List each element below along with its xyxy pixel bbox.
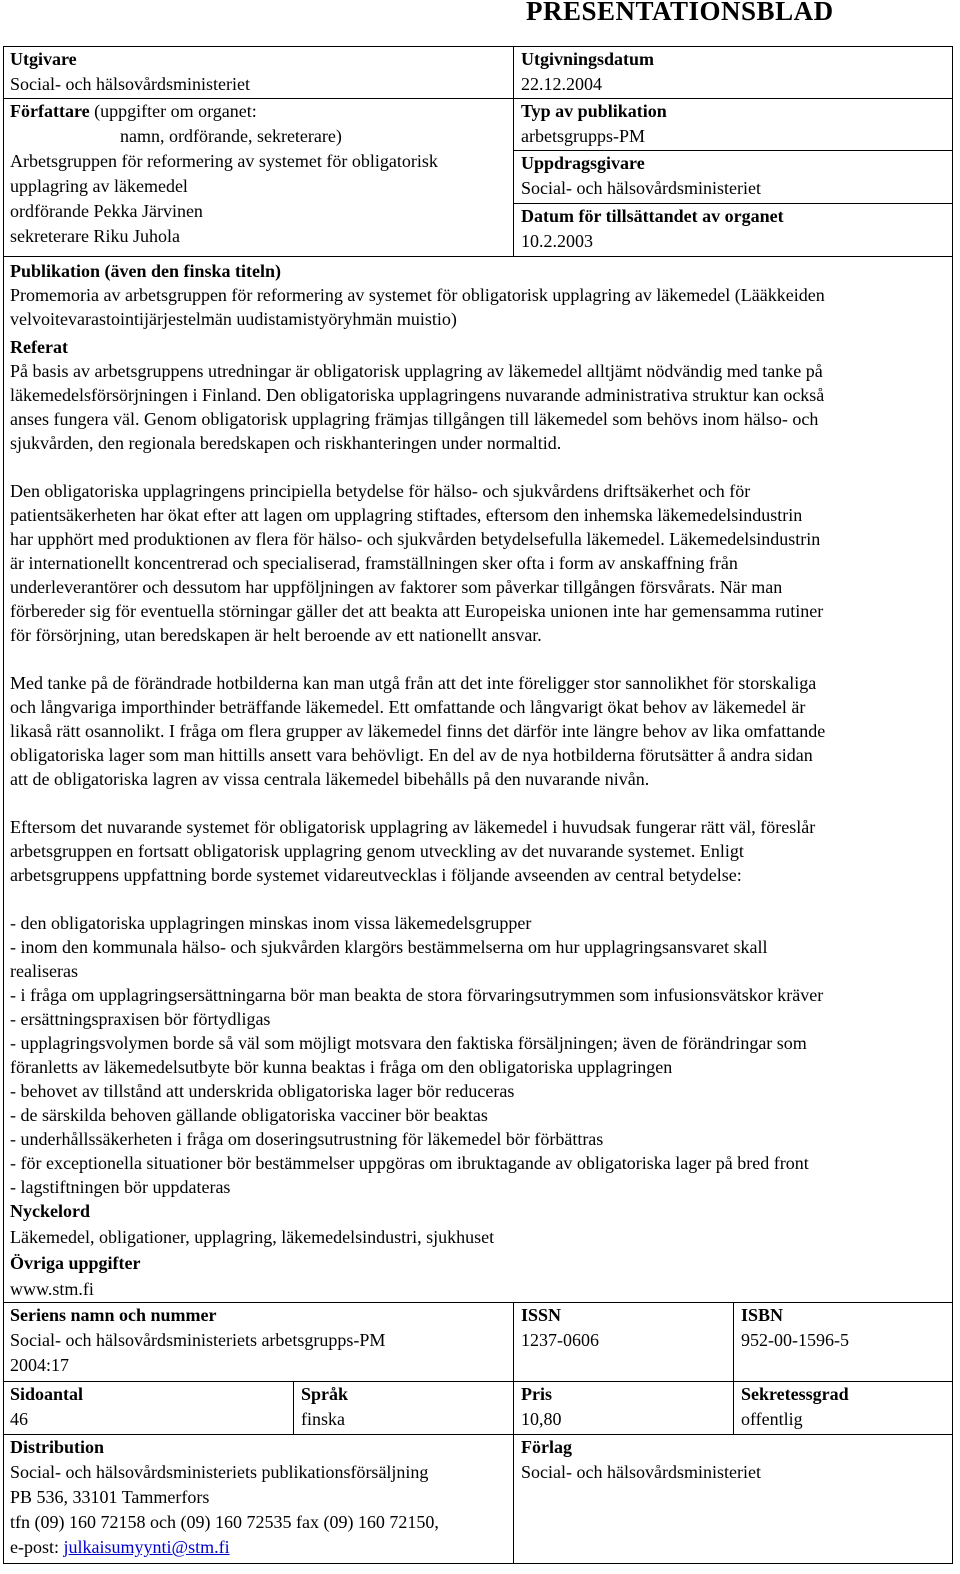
referat-list-item: - underhållssäkerheten i fråga om doseringsutrustning för läkemedel bör förbättras — [10, 1129, 604, 1149]
main-body — [3, 259, 953, 1299]
uppdragsgivare-value: Social- och hälsovårdsministeriet — [521, 178, 761, 198]
sekretess-value: offentlig — [741, 1409, 803, 1429]
utgivningsdatum-label: Utgivningsdatum — [521, 49, 655, 69]
tillsattande-cell — [513, 204, 953, 257]
sprak-cell — [293, 1382, 513, 1435]
referat-p3-line: likaså rätt osannolikt. I fråga om flera grupper av läkemedel finns det därför inte längre behov av lika omfattande — [10, 721, 826, 741]
referat-list-item: - ersättningspraxisen bör förtydligas — [10, 1009, 271, 1029]
tillsattande-value: 10.2.2003 — [521, 231, 593, 251]
referat-p4-line: Eftersom det nuvarande systemet för obligatorisk upplagring av läkemedel i huvudsak fungerar rätt väl, föreslår — [10, 817, 816, 837]
distribution-email-line — [10, 1535, 513, 1560]
isbn-cell — [733, 1302, 953, 1382]
forfattare-line-3: ordförande Pekka Järvinen — [10, 201, 203, 221]
isbn-value: 952-00-1596-5 — [741, 1330, 849, 1350]
referat-p3-line: och långvariga importhinder beträffande läkemedel. Ett omfattande och långvarigt ökat behov av läkemedel är — [10, 697, 806, 717]
serie-line-1: Social- och hälsovårdsministeriets arbetsgrupps-PM — [10, 1330, 386, 1350]
pris-cell — [513, 1382, 733, 1435]
uppdragsgivare-cell — [513, 151, 953, 204]
referat-list-item: realiseras — [10, 961, 78, 981]
forfattare-line-4: sekreterare Riku Juhola — [10, 226, 180, 246]
referat-p2-line: patientsäkerheten har ökat efter att lagen om upplagring stiftades, eftersom den inhemska läkemedelsindustrin — [10, 505, 803, 525]
publikation-line-2: velvoitevarastointijärjestelmän uudistamistyöryhmän muistio) — [10, 309, 457, 329]
referat-p2-line: underleverantörer och dessutom har uppföljningen av faktorer som påverkar tillgången försvårats. När man — [10, 577, 783, 597]
referat-p4-line: arbetsgruppen en fortsatt obligatorisk upplagring genom utveckling av det nuvarande systemet. Enligt — [10, 841, 744, 861]
referat-p2-line: har upphört med produktionen av flera för hälso- och sjukvården betydelsefulla läkemedel. Läkemedelsindustrin — [10, 529, 821, 549]
email-link[interactable]: julkaisumyynti@stm.fi — [63, 1537, 230, 1557]
serie-cell — [3, 1302, 513, 1382]
utgivare-value: Social- och hälsovårdsministeriet — [10, 74, 250, 94]
sidoantal-label: Sidoantal — [10, 1384, 84, 1404]
referat-p3-line: Med tanke på de förändrade hotbilderna kan man utgå från att det inte föreligger stor sannolikhet för storskaliga — [10, 673, 817, 693]
distribution-cell — [3, 1435, 513, 1563]
forfattare-label: Författare — [10, 101, 90, 121]
referat-p1-line: läkemedelsförsörjningen i Finland. Den obligatoriska upplagringens nuvarande administrativa struktur kan också — [10, 385, 825, 405]
referat-list-item: - upplagringsvolymen borde så väl som möjligt motsvara den faktiska försäljningen; även de förändringar som — [10, 1033, 807, 1053]
distribution-line-1: Social- och hälsovårdsministeriets publikationsförsäljning — [10, 1462, 429, 1482]
forlag-value: Social- och hälsovårdsministeriet — [521, 1462, 761, 1482]
forfattare-line-2: upplagring av läkemedel — [10, 176, 188, 196]
sidoantal-cell — [3, 1382, 293, 1435]
ovriga-value: www.stm.fi — [10, 1279, 94, 1299]
sidoantal-value: 46 — [10, 1409, 28, 1429]
utgivningsdatum-value: 22.12.2004 — [521, 74, 602, 94]
distribution-label: Distribution — [10, 1437, 105, 1457]
forlag-label: Förlag — [521, 1437, 572, 1457]
referat-list-item: - lagstiftningen bör uppdateras — [10, 1177, 231, 1197]
uppdragsgivare-label: Uppdragsgivare — [521, 153, 645, 173]
referat-p4-line: arbetsgruppens uppfattning borde systemet vidareutvecklas i följande avseenden av central betydelse: — [10, 865, 742, 885]
email-prefix: e-post: — [10, 1537, 64, 1557]
publikation-label: Publikation (även den finska titeln) — [10, 261, 282, 281]
utgivningsdatum-cell — [513, 47, 953, 99]
forfattare-label-line2: namn, ordförande, sekreterare) — [120, 126, 342, 146]
tillsattande-label: Datum för tillsättandet av organet — [521, 206, 784, 226]
utgivare-label: Utgivare — [10, 49, 77, 69]
referat-p1-line: sjukvården, den regionala beredskapen och riskhanteringen under normaltid. — [10, 433, 562, 453]
publikation-line-1: Promemoria av arbetsgruppen för reformering av systemet för obligatorisk upplagring av läkemedel (Lääkkeiden — [10, 285, 825, 305]
ovriga-label: Övriga uppgifter — [10, 1253, 141, 1273]
nyckelord-value: Läkemedel, obligationer, upplagring, läkemedelsindustri, sjukhuset — [10, 1227, 495, 1247]
referat-p1-line: På basis av arbetsgruppens utredningar är obligatorisk upplagring av läkemedel alltjämt nödvändig med tanke på — [10, 361, 823, 381]
referat-p3-line: att de obligatoriska lagren av vissa centrala läkemedel bibehålls på den nuvarande nivån. — [10, 769, 650, 789]
referat-list-item: - för exceptionella situationer bör bestämmelser uppgöras om ibruktagande av obligatoriska lager på bred front — [10, 1153, 809, 1173]
referat-list-item: - inom den kommunala hälso- och sjukvården klargörs bestämmelserna om hur upplagringsansvaret skall — [10, 937, 768, 957]
referat-list-item: - den obligatoriska upplagringen minskas inom vissa läkemedelsgrupper — [10, 913, 532, 933]
forfattare-line-1: Arbetsgruppen för reformering av systemet för obligatorisk — [10, 151, 438, 171]
referat-list-item: - i fråga om upplagringsersättningarna bör man beakta de stora förvaringsutrymmen som infusionsvätskor kräver — [10, 985, 824, 1005]
referat-list-item: - de särskilda behoven gällande obligatoriska vacciner bör beaktas — [10, 1105, 488, 1125]
referat-p1-line: anses fungera väl. Genom obligatorisk upplagring främjas tillgången till läkemedel som behövs inom hälso- och — [10, 409, 819, 429]
referat-list-item: - behovet av tillstånd att underskrida obligatoriska lager bör reduceras — [10, 1081, 515, 1101]
referat-p2-line: för försörjning, utan beredskapen är helt beroende av ett nationellt ansvar. — [10, 625, 542, 645]
distribution-line-2: PB 536, 33101 Tammerfors — [10, 1487, 210, 1507]
forfattare-cell — [3, 99, 513, 257]
pris-value: 10,80 — [521, 1409, 562, 1429]
referat-p2-line: är internationellt koncentrerad och specialiserad, framställningen sker ofta i form av anskaffning från — [10, 553, 738, 573]
utgivare-cell — [3, 47, 513, 99]
serie-line-2: 2004:17 — [10, 1355, 70, 1375]
referat-p2-line: förbereder sig för eventuella störningar gäller det att beakta att Europeiska unionen inte har gemensamma rutiner — [10, 601, 824, 621]
referat-label: Referat — [10, 337, 68, 357]
forfattare-label-rest: (uppgifter om organet: — [89, 101, 257, 121]
forlag-cell — [513, 1435, 953, 1563]
referat-p3-line: obligatoriska lager som man hittills ansett vara behövligt. En del av de nya hotbilderna förutsätter å andra sidan — [10, 745, 813, 765]
issn-label: ISSN — [521, 1305, 562, 1325]
nyckelord-label: Nyckelord — [10, 1201, 90, 1221]
sekretess-label: Sekretessgrad — [741, 1384, 849, 1404]
typ-label: Typ av publikation — [521, 101, 667, 121]
typ-value: arbetsgrupps-PM — [521, 126, 645, 146]
referat-p2-line: Den obligatoriska upplagringens principiella betydelse för hälso- och sjukvårdens driftsäkerhet och för — [10, 481, 751, 501]
issn-cell — [513, 1302, 733, 1382]
sekretess-cell — [733, 1382, 953, 1435]
sprak-value: finska — [301, 1409, 345, 1429]
distribution-line-3: tfn (09) 160 72158 och (09) 160 72535 fax (09) 160 72150, — [10, 1512, 439, 1532]
serie-label: Seriens namn och nummer — [10, 1305, 217, 1325]
referat-list-item: föranletts av läkemedelsutbyte bör kunna beaktas i fråga om den obligatoriska upplagringen — [10, 1057, 673, 1077]
document-title: PRESENTATIONSBLAD — [526, 0, 834, 26]
forfattare-label-line — [10, 99, 513, 124]
sprak-label: Språk — [301, 1384, 349, 1404]
isbn-label: ISBN — [741, 1305, 784, 1325]
pris-label: Pris — [521, 1384, 552, 1404]
typ-cell — [513, 99, 953, 151]
issn-value: 1237-0606 — [521, 1330, 599, 1350]
